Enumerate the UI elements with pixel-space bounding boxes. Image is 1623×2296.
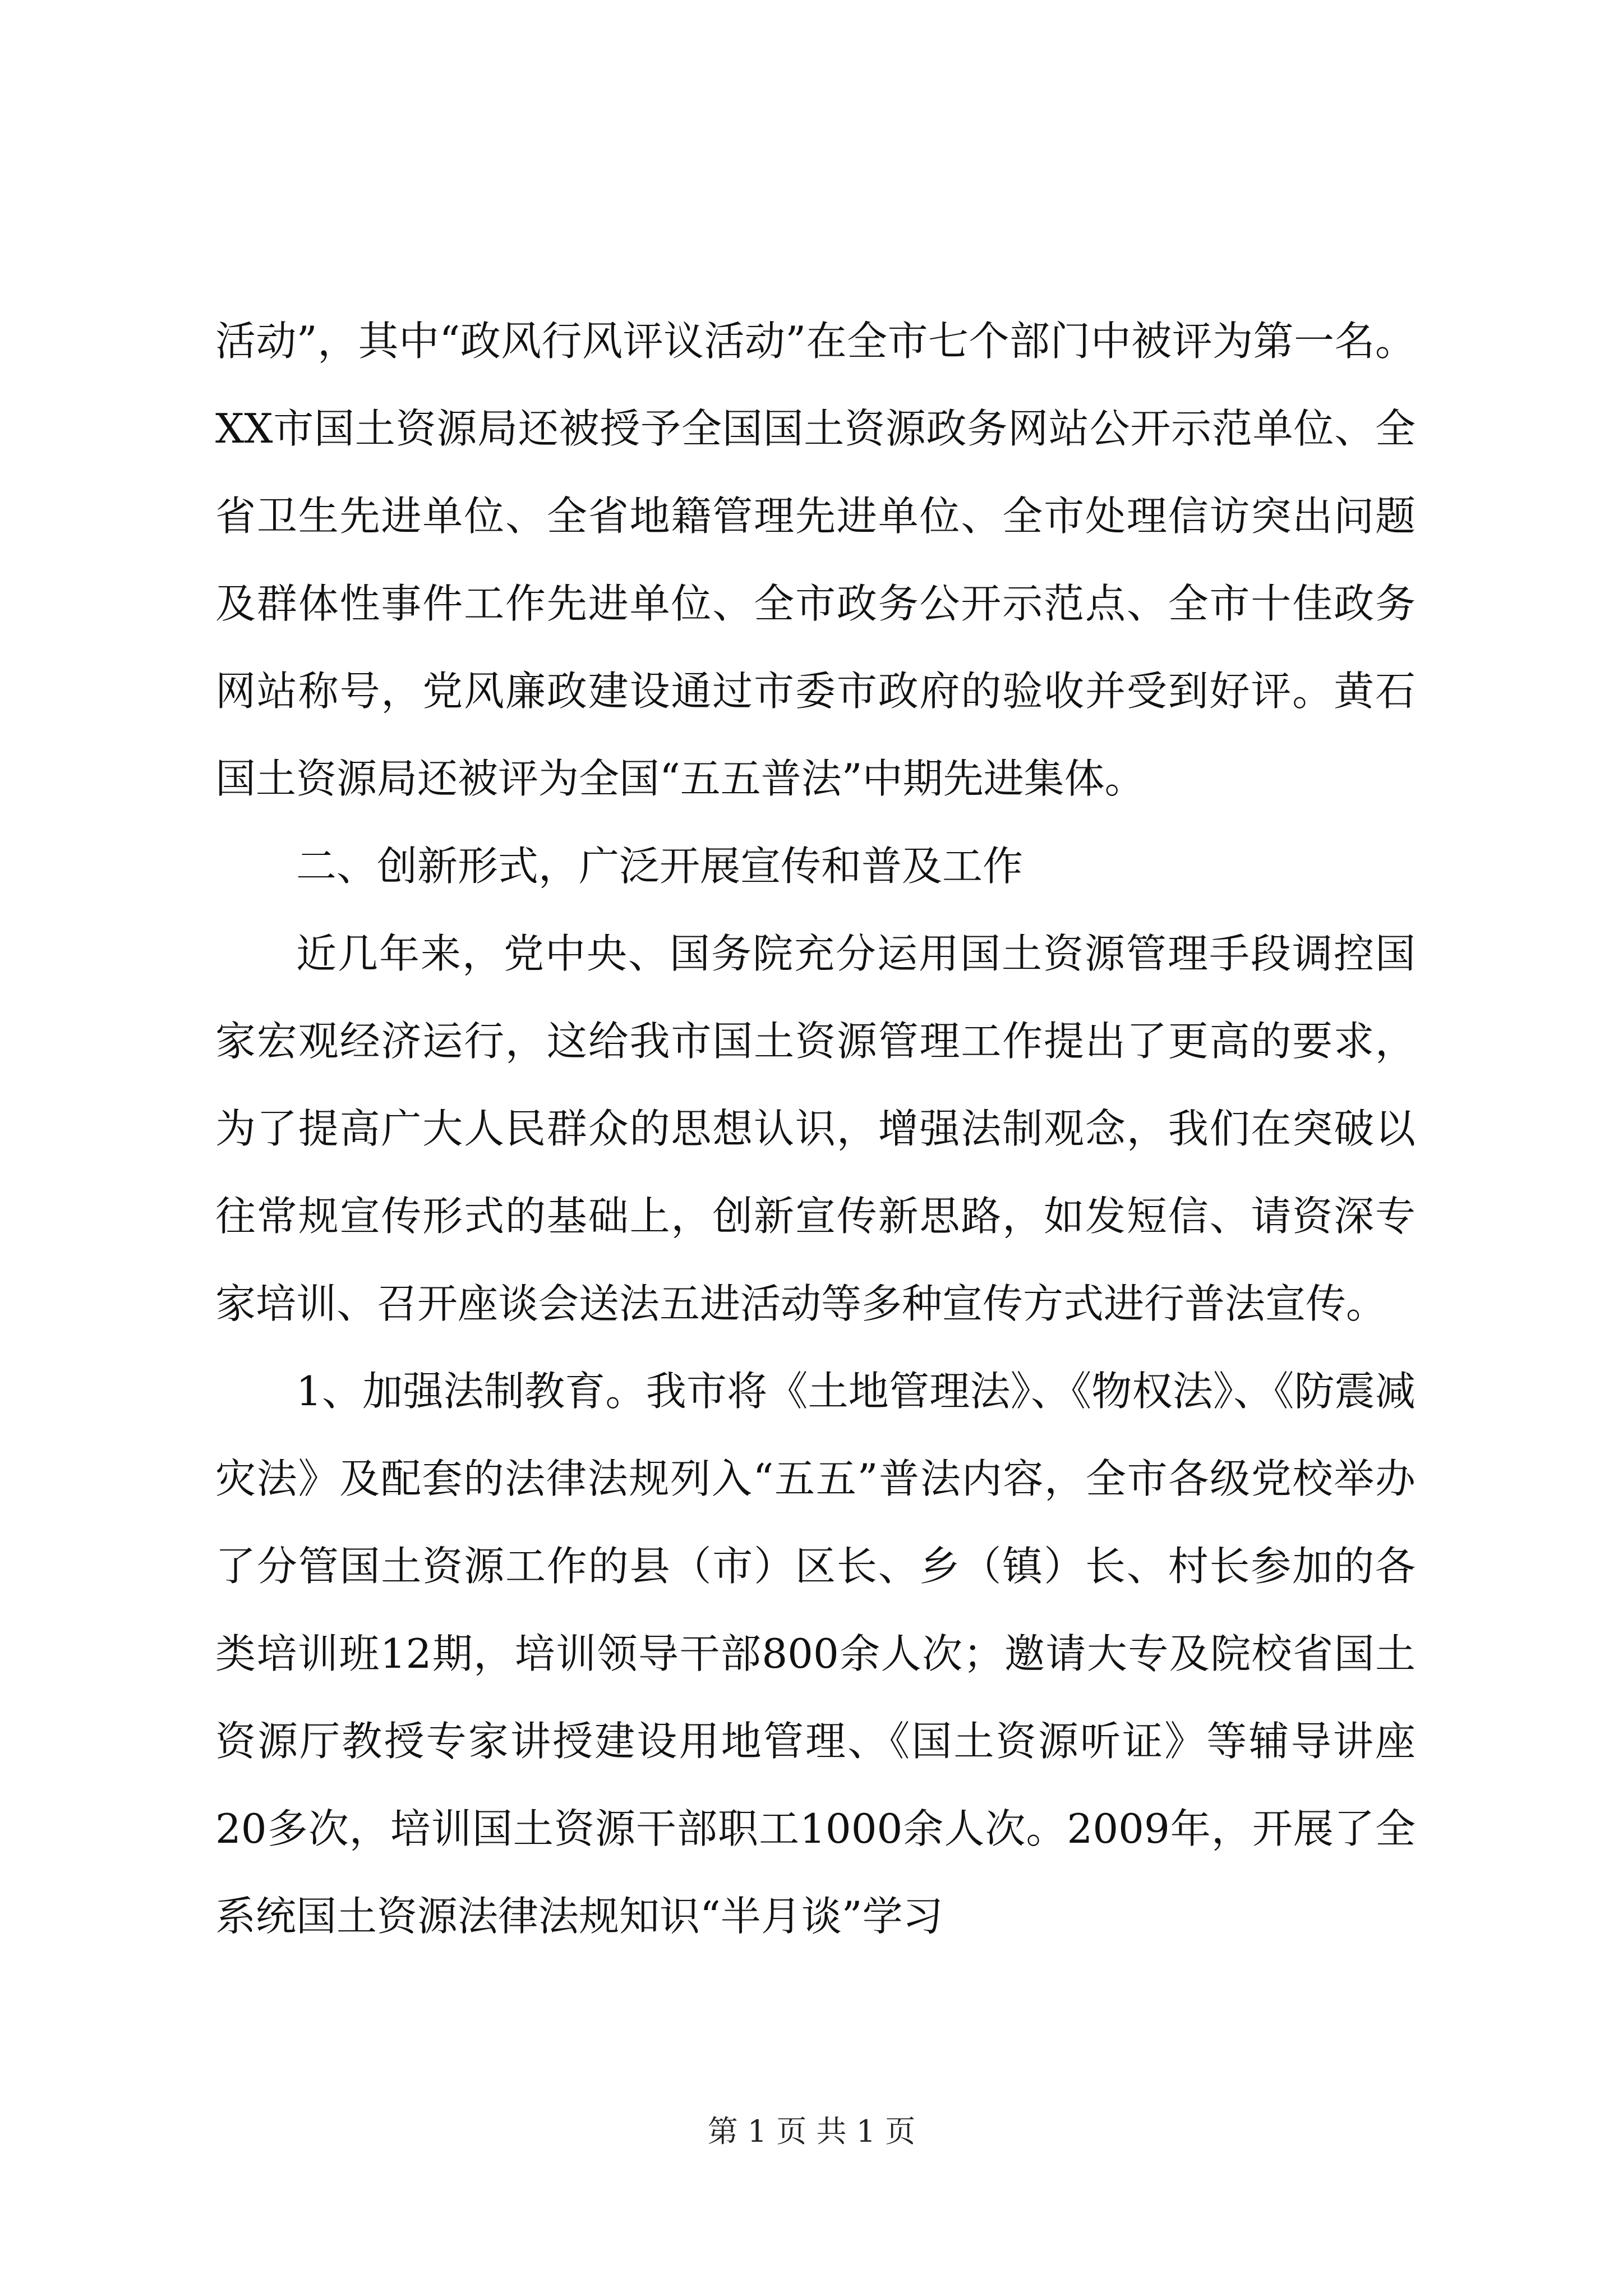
section-heading-2: 二、创新形式，广泛开展宣传和普及工作 xyxy=(296,843,1023,890)
document-body xyxy=(215,297,1415,1960)
paragraph-innovation: 近几年来，党中央、国务院充分运用国土资源管理手段调控国家宏观经济运行，这给我市国土资源管理工作提出了更高的要求，为了提高广大人民群众的思想认识，增强法制观念，我们在突破以往常规宣传形式的基础上，创新宣传新思路，如发短信、请资深专家培训、召开座谈会送法五进活动等多种宣传方式进行普法宣传。 xyxy=(215,930,1415,1327)
page-footer: 第 1 页 共 1 页 xyxy=(707,2114,916,2149)
paragraph-legal-education: 1、加强法制教育。我市将《土地管理法》、《物权法》、《防震减灾法》及配套的法律法规列入“五五”普法内容，全市各级党校举办了分管国土资源工作的县（市）区长、乡（镇）长、村长参加的各类培训班12期，培训领导干部800余人次；邀请大专及院校省国土资源厅教授专家讲授建设用地管理、《国土资源听证》等辅导讲座20多次，培训国土资源干部职工1000余人次。2009年，开展了全系统国土资源法律法规知识“半月谈”学习 xyxy=(215,1368,1415,1940)
paragraph-awards: 活动”，其中“政风行风评议活动”在全市七个部门中被评为第一名。XX市国土资源局还被授予全国国土资源政务网站公开示范单位、全省卫生先进单位、全省地籍管理先进单位、全市处理信访突出问题及群体性事件工作先进单位、全市政务公开示范点、全市十佳政务网站称号，党风廉政建设通过市委市政府的验收并受到好评。黄石国土资源局还被评为全国“五五普法”中期先进集体。 xyxy=(215,318,1415,802)
